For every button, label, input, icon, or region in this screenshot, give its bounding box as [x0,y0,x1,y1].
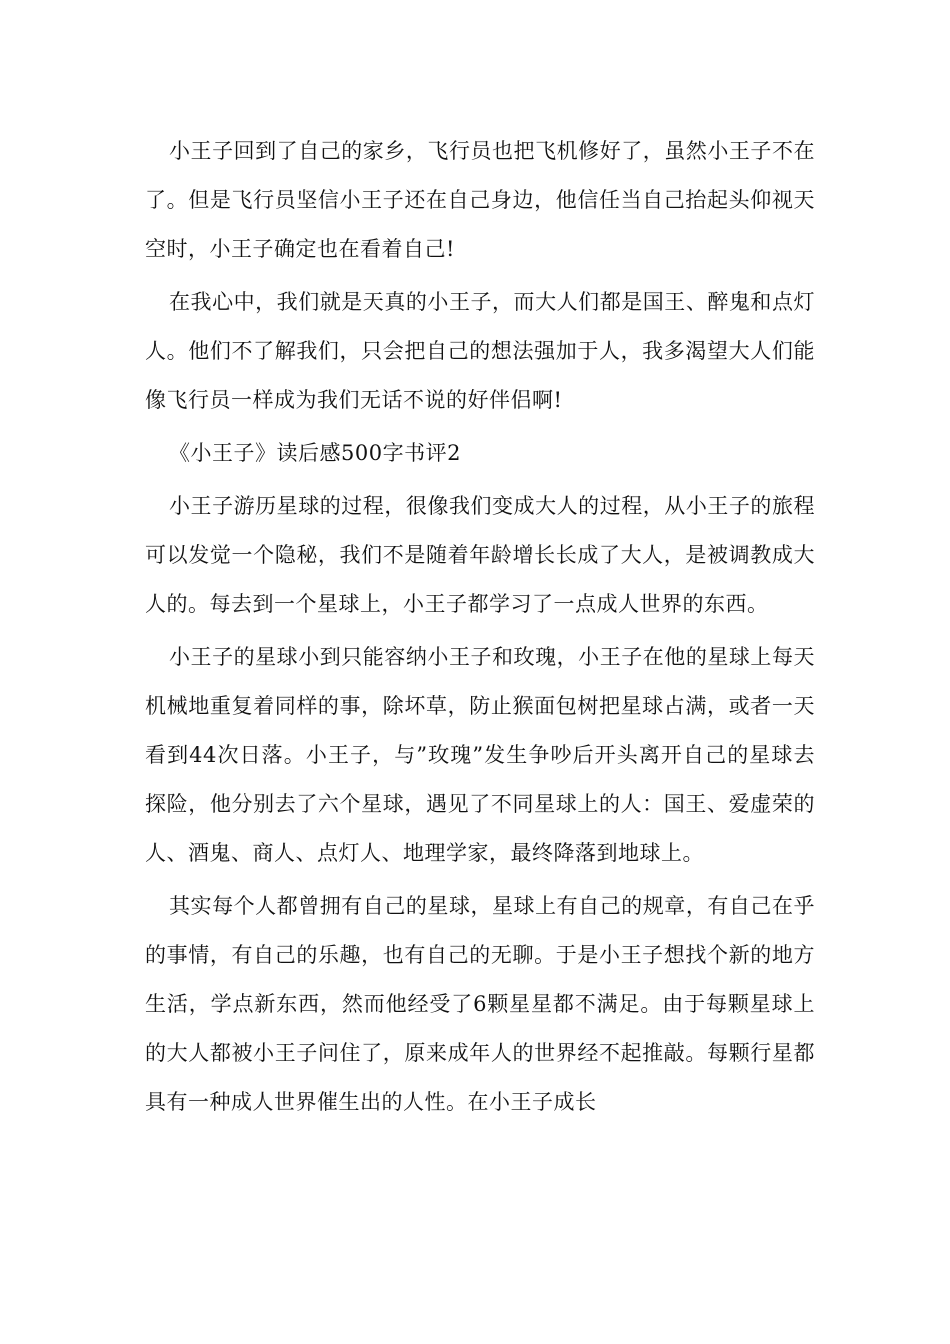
paragraph-4: 小王子的星球小到只能容纳小王子和玫瑰，小王子在他的星球上每天机械地重复着同样的事，除坏草，防止猴面包树把星球占满，或者一天看到44次日落。小王子，与”玫瑰”发生争吵后开头离开自己的星球去探险，他分别去了六个星球，遇见了不同星球上的人：国王、爱虚荣的人、酒鬼、商人、点灯人、地理学家，最终降落到地球上。 [145,645,815,865]
paragraph-2: 在我心中，我们就是天真的小王子，而大人们都是国王、醉鬼和点灯人。他们不了解我们，只会把自己的想法强加于人，我多渴望大人们能像飞行员一样成为我们无话不说的好伴侣啊! [145,290,815,412]
paragraph-3: 小王子游历星球的过程，很像我们变成大人的过程，从小王子的旅程可以发觉一个隐秘，我们不是随着年龄增长长成了大人，是被调教成大人的。每去到一个星球上，小王子都学习了一点成人世界的东西。 [145,494,815,616]
document-body [145,127,815,1127]
paragraph-5: 其实每个人都曾拥有自己的星球，星球上有自己的规章，有自己在乎的事情，有自己的乐趣，也有自己的无聊。于是小王子想找个新的地方生活，学点新东西，然而他经受了6颗星星都不满足。由于每颗星球上的大人都被小王子问住了，原来成年人的世界经不起推敲。每颗行星都具有一种成人世界催生出的人性。在小王子成长 [145,894,815,1114]
section-heading: 《小王子》读后感500字书评2 [169,441,461,465]
paragraph-1: 小王子回到了自己的家乡，飞行员也把飞机修好了，虽然小王子不在了。但是飞行员坚信小王子还在自己身边，他信任当自己抬起头仰视天空时，小王子确定也在看着自己! [145,139,815,261]
